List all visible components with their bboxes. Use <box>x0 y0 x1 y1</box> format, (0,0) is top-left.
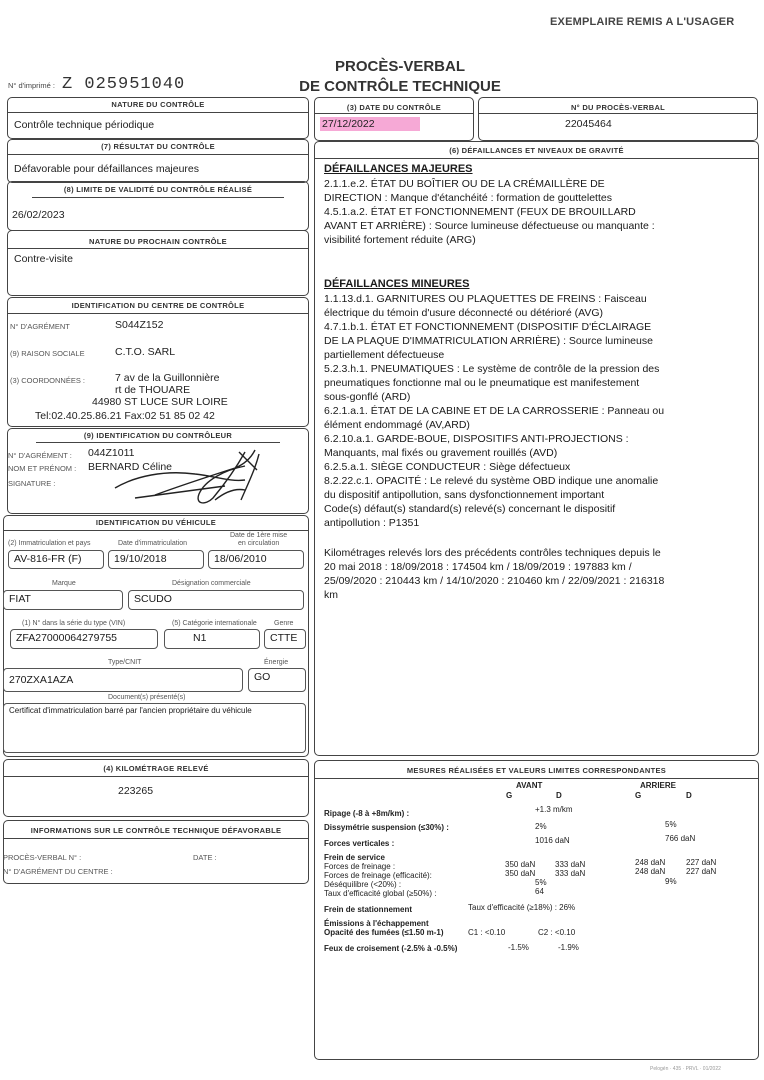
major-defect-line: 4.5.1.a.2. ÉTAT ET FONCTIONNEMENT (FEUX DE BROUILLARD <box>324 206 636 218</box>
arriere-d-label: D <box>686 791 692 800</box>
minor-defect-line: sous-gonflé (ARD) <box>324 391 411 403</box>
km-history-line: Kilométrages relevés lors des précédents contrôles techniques depuis le <box>324 547 661 559</box>
date-value: 27/12/2022 <box>322 118 375 130</box>
minor-defect-line: électrique du témoin d'usure déconnecté ou détérioré (AVG) <box>324 307 604 319</box>
copy-label: EXEMPLAIRE REMIS A L'USAGER <box>550 16 735 28</box>
marque-field: FIAT <box>3 590 123 610</box>
frein-service-label: Frein de service <box>324 853 385 862</box>
controleur-signature-label: SIGNATURE : <box>8 479 56 488</box>
result-value: Défavorable pour défaillances majeures <box>14 163 200 175</box>
feux-d: -1.9% <box>558 943 579 952</box>
designation-field: SCUDO <box>128 590 304 610</box>
minor-defect-line: 6.2.10.a.1. GARDE-BOUE, DISPOSITIFS ANTI-PROJECTIONS : <box>324 433 629 445</box>
km-history-line: km <box>324 589 338 601</box>
ff-ar-d: 227 daN <box>686 858 717 867</box>
forces-vert-label: Forces verticales : <box>324 839 395 848</box>
controleur-header: (9) IDENTIFICATION DU CONTRÔLEUR <box>83 431 233 440</box>
centre-raison: C.T.O. SARL <box>115 346 176 358</box>
major-defects-title: DÉFAILLANCES MAJEURES <box>324 163 473 175</box>
stationnement-value: Taux d'efficacité (≥18%) : 26% <box>468 903 576 912</box>
unfav-header: INFORMATIONS SUR LE CONTRÔLE TECHNIQUE DÉFAVORABLE <box>30 826 282 835</box>
centre-header: IDENTIFICATION DU CENTRE DE CONTRÔLE <box>71 301 245 310</box>
avant-g-label: G <box>506 791 513 800</box>
designation-label: Désignation commerciale <box>172 580 251 587</box>
km-value: 223265 <box>118 785 154 797</box>
first-circ-label-b: en circulation <box>238 540 280 547</box>
genre-field: CTTE <box>264 629 306 649</box>
ff-av-g: 350 daN <box>505 860 536 869</box>
minor-defect-line: 8.2.22.c.1. OPACITÉ : Le relevé du système OBD indique une anomalie <box>324 475 659 487</box>
minor-defect-line: Manquants, mal fixés ou gravement rouillés (AVD) <box>324 447 558 459</box>
minor-defect-line: antipollution : P1351 <box>324 517 420 529</box>
km-history-line: 25/09/2020 : 210443 km / 14/10/2020 : 210460 km / 22/09/2021 : 216318 <box>324 575 665 587</box>
km-history-line: 20 mai 2018 : 18/09/2018 : 174504 km / 18/09/2019 : 197883 km / <box>324 561 632 573</box>
fv-av: 1016 daN <box>535 836 570 845</box>
first-circ-field: 18/06/2010 <box>208 550 304 569</box>
nature-control-value: Contrôle technique périodique <box>14 119 155 131</box>
minor-defect-line: DE LA PLAQUE D'IMMATRICULATION ARRIÈRE) : Source lumineuse <box>324 335 653 347</box>
major-defect-line: AVANT ET ARRIÈRE) : Source lumineuse défectueuse ou manquante : <box>324 220 655 232</box>
ffe-ar-g: 248 daN <box>635 867 666 876</box>
vehicle-header: IDENTIFICATION DU VÉHICULE <box>95 518 217 527</box>
centre-address-1: 7 av de la Guillonnière <box>115 372 220 384</box>
date-immat-field: 19/10/2018 <box>108 550 204 569</box>
major-defects-list <box>324 177 754 247</box>
categorie-label: (5) Catégorie internationale <box>172 620 257 627</box>
dissym-ar: 5% <box>665 820 677 829</box>
type-label: Type/CNIT <box>108 659 142 666</box>
ff-eff-label: Forces de freinage (efficacité): <box>324 871 432 880</box>
opacite-c2: C2 : <0.10 <box>538 928 576 937</box>
minor-defect-line: Code(s) défaut(s) standard(s) relevé(s) concernant le dispositif <box>324 503 616 515</box>
unfav-pv-label: PROCÈS-VERBAL N° : <box>3 853 82 862</box>
avant-d-label: D <box>556 791 562 800</box>
nature-control-header: NATURE DU CONTRÔLE <box>111 100 205 109</box>
minor-defect-line: 6.2.5.a.1. SIÈGE CONDUCTEUR : Siège défectueux <box>324 461 571 473</box>
major-defect-line: 2.1.1.e.2. ÉTAT DU BOÎTIER OU DE LA CRÉMAILLÈRE DE <box>324 178 605 190</box>
minor-defect-line: 6.2.1.a.1. ÉTAT DE LA CABINE ET DE LA CARROSSERIE : Panneau ou <box>324 405 665 417</box>
dissym-av: 2% <box>535 822 547 831</box>
controleur-name-label: NOM ET PRÉNOM : <box>8 464 77 473</box>
controleur-agrement: 044Z1011 <box>88 447 135 459</box>
next-control-header: NATURE DU PROCHAIN CONTRÔLE <box>89 237 227 246</box>
signature-image <box>95 440 285 520</box>
date-header: (3) DATE DU CONTRÔLE <box>346 103 442 112</box>
categorie-field: N1 <box>164 629 260 649</box>
deseq-label: Déséquilibre (<20%) : <box>324 880 402 889</box>
controleur-agrement-label: N° D'AGRÉMENT : <box>8 451 72 460</box>
feux-label: Feux de croisement (-2.5% à -0.5%) <box>324 944 458 953</box>
pv-number-value: 22045464 <box>565 118 612 130</box>
docs-field: Certificat d'immatriculation barré par l'ancien propriétaire du véhicule <box>3 703 306 753</box>
major-defect-line: DIRECTION : Manque d'étanchéité : formation de gouttelettes <box>324 192 612 204</box>
deseq-ar: 9% <box>665 877 677 886</box>
immat-field: AV-816-FR (F) <box>8 550 104 569</box>
title-line2: DE CONTRÔLE TECHNIQUE <box>299 78 501 95</box>
km-header: (4) KILOMÉTRAGE RELEVÉ <box>103 764 209 773</box>
ripage-value: +1.3 m/km <box>535 805 573 814</box>
taux-value: 64 <box>535 887 544 896</box>
stationnement-label: Frein de stationnement <box>324 905 413 914</box>
km-history <box>324 546 754 602</box>
pv-number-header: N° DU PROCÈS-VERBAL <box>570 103 666 112</box>
arriere-label: ARRIERE <box>640 781 677 790</box>
unfav-agrement-label: N° D'AGRÉMENT DU CENTRE : <box>3 867 113 876</box>
measures-header: MESURES RÉALISÉES ET VALEURS LIMITES CORRESPONDANTES <box>406 766 667 775</box>
taux-label: Taux d'efficacité global (≥50%) : <box>324 889 437 898</box>
ff-ar-g: 248 daN <box>635 858 666 867</box>
marque-label: Marque <box>52 580 76 587</box>
vin-field: ZFA27000064279755 <box>10 629 158 649</box>
docs-label: Document(s) présenté(s) <box>108 694 186 701</box>
centre-agrement-label: N° D'AGRÉMENT <box>10 322 70 331</box>
arriere-g-label: G <box>635 791 642 800</box>
ffe-ar-d: 227 daN <box>686 867 717 876</box>
ff-label: Forces de freinage : <box>324 862 396 871</box>
minor-defect-line: pneumatiques fonctionne mal ou le pneumatique est manifestement <box>324 377 640 389</box>
ripage-label: Ripage (-8 à +8m/km) : <box>324 809 410 818</box>
minor-defect-line: élément endommagé (AV,ARD) <box>324 419 470 431</box>
ff-av-d: 333 daN <box>555 860 586 869</box>
genre-label: Genre <box>274 620 294 627</box>
minor-defect-line: 1.1.13.d.1. GARNITURES OU PLAQUETTES DE FREINS : Faisceau <box>324 293 647 305</box>
avant-label: AVANT <box>516 781 543 790</box>
ffe-av-d: 333 daN <box>555 869 586 878</box>
controleur-name: BERNARD Céline <box>88 461 173 473</box>
validity-header: (8) LIMITE DE VALIDITÉ DU CONTRÔLE RÉALISÉ <box>63 185 253 194</box>
vin-label: (1) N° dans la série du type (VIN) <box>22 620 126 627</box>
deseq-av: 5% <box>535 878 547 887</box>
print-number-label: N° d'imprimé : <box>8 81 55 90</box>
dissym-label: Dissymétrie suspension (≤30%) : <box>324 823 449 832</box>
centre-address-3: 44980 ST LUCE SUR LOIRE <box>92 396 228 408</box>
minor-defect-line: du dispositif antipollution, sans dysfonctionnement important <box>324 489 605 501</box>
result-header: (7) RÉSULTAT DU CONTRÔLE <box>101 142 215 151</box>
print-number: Z 025951040 <box>62 75 186 94</box>
ffe-av-g: 350 daN <box>505 869 536 878</box>
emissions-label: Émissions à l'échappement <box>324 919 429 928</box>
fv-ar: 766 daN <box>665 834 696 843</box>
unfav-date-label: DATE : <box>193 853 217 862</box>
minor-defect-line: partiellement défectueuse <box>324 349 445 361</box>
energie-field: GO <box>248 668 306 692</box>
date-immat-label: Date d'immatriculation <box>118 540 188 547</box>
minor-defects-list <box>324 292 754 530</box>
centre-raison-label: (9) RAISON SOCIALE <box>10 349 85 358</box>
centre-address-2: rt de THOUARE <box>115 384 191 396</box>
centre-tel: Tel:02.40.25.86.21 Fax:02 51 85 02 42 <box>35 410 215 422</box>
type-field: 270ZXA1AZA <box>3 668 243 692</box>
next-control-value: Contre-visite <box>14 253 73 265</box>
immat-label: (2) Immatriculation et pays <box>8 540 91 547</box>
minor-defects-title: DÉFAILLANCES MINEURES <box>324 278 470 290</box>
opacite-label: Opacité des fumées (≤1.50 m-1) <box>324 928 444 937</box>
opacite-c1: C1 : <0.10 <box>468 928 506 937</box>
defects-header: (6) DÉFAILLANCES ET NIVEAUX DE GRAVITÉ <box>449 146 624 155</box>
first-circ-label-a: Date de 1ère mise <box>230 532 288 539</box>
minor-defect-line: 4.7.1.b.1. ÉTAT ET FONCTIONNEMENT (DISPOSITIF D'ÉCLAIRAGE <box>324 321 652 333</box>
feux-g: -1.5% <box>508 943 529 952</box>
minor-defect-line: 5.2.3.h.1. PNEUMATIQUES : Le système de contrôle de la pression des <box>324 363 660 375</box>
energie-label: Énergie <box>264 659 289 666</box>
centre-agrement: S044Z152 <box>115 319 164 331</box>
major-defect-line: visibilité fortement réduite (ARG) <box>324 234 476 246</box>
title-line1: PROCÈS-VERBAL <box>334 58 465 75</box>
validity-value: 26/02/2023 <box>12 209 65 221</box>
centre-coord-label: (3) COORDONNÉES : <box>10 376 86 385</box>
footer-code: Pelogén · 435 · PRVL · 01/2022 <box>650 1066 721 1072</box>
